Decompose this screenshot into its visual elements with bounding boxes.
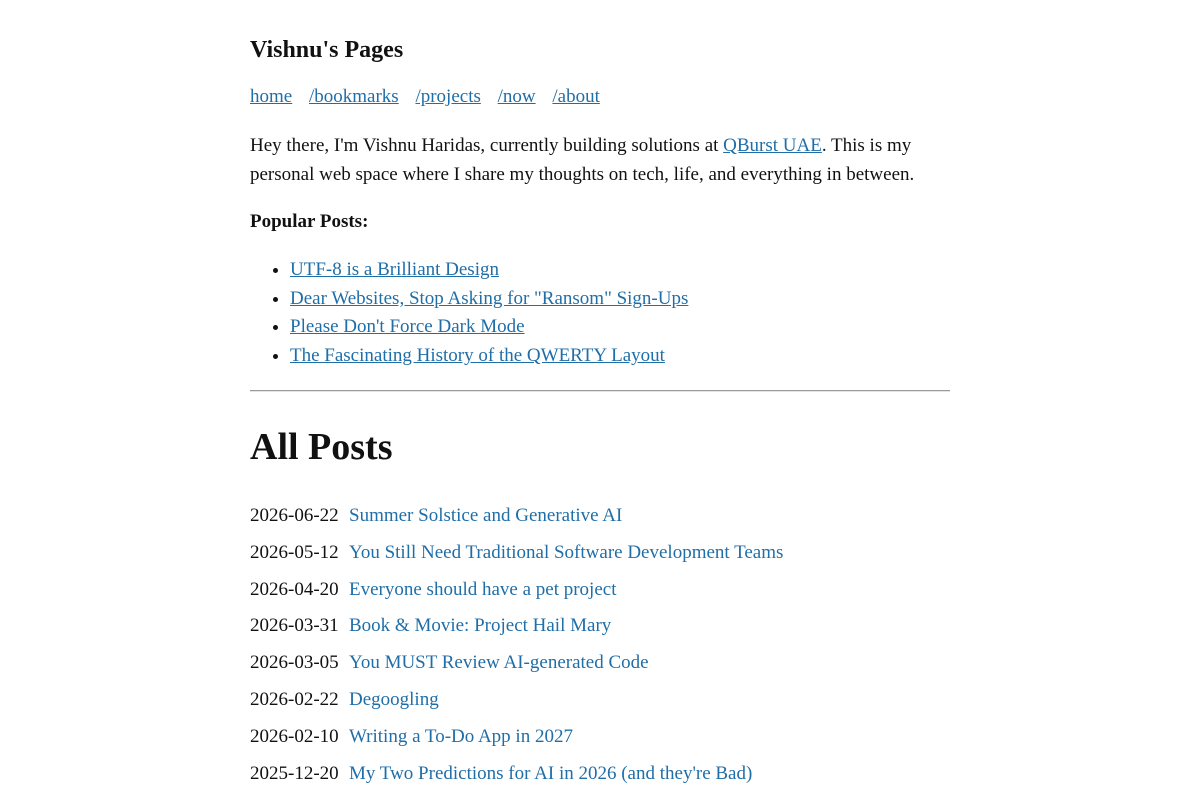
post-link[interactable]: Degoogling xyxy=(349,688,439,710)
popular-post-item xyxy=(290,285,688,314)
post-link[interactable]: You MUST Review AI-generated Code xyxy=(349,652,649,674)
all-posts-list xyxy=(250,502,783,796)
post-link[interactable]: Book & Movie: Project Hail Mary xyxy=(349,615,612,637)
nav-link-projects[interactable]: /projects xyxy=(415,86,481,107)
top-nav xyxy=(250,86,612,108)
post-link[interactable]: Everyone should have a pet project xyxy=(349,578,617,600)
popular-post-link[interactable]: Please Don't Force Dark Mode xyxy=(290,316,525,338)
post-date: 2025-12-20 xyxy=(250,762,339,784)
post-link[interactable]: My Two Predictions for AI in 2026 (and they're Bad) xyxy=(349,762,753,784)
post-row xyxy=(250,576,783,613)
post-date: 2026-03-05 xyxy=(250,652,339,674)
nav-link-bookmarks[interactable]: /bookmarks xyxy=(308,86,399,107)
post-link[interactable]: Summer Solstice and Generative AI xyxy=(349,505,623,526)
post-row xyxy=(250,649,783,686)
nav-link-now[interactable]: /now xyxy=(497,86,536,107)
section-divider xyxy=(250,390,950,392)
post-row xyxy=(250,502,783,539)
post-link[interactable]: You Still Need Traditional Software Development Teams xyxy=(349,541,784,563)
post-link[interactable]: Writing a To-Do App in 2027 xyxy=(349,725,573,747)
intro-text-before: Hey there, I'm Vishnu Haridas, currently building solutions at xyxy=(250,135,724,156)
post-date: 2026-02-22 xyxy=(250,688,339,710)
post-row xyxy=(250,539,783,576)
post-row xyxy=(250,686,783,723)
post-row xyxy=(250,612,783,649)
popular-post-link[interactable]: The Fascinating History of the QWERTY Layout xyxy=(290,345,665,367)
post-date: 2026-05-12 xyxy=(250,541,339,563)
post-row xyxy=(250,723,783,760)
post-date: 2026-02-10 xyxy=(250,725,339,747)
all-posts-heading: All Posts xyxy=(250,426,393,468)
popular-post-link[interactable]: Dear Websites, Stop Asking for "Ransom" Sign-Ups xyxy=(290,287,689,309)
popular-posts-heading: Popular Posts: xyxy=(250,211,369,232)
popular-post-item xyxy=(290,342,688,371)
post-date: 2026-04-20 xyxy=(250,578,339,600)
intro-paragraph xyxy=(250,131,950,189)
post-date: 2026-03-31 xyxy=(250,615,339,637)
intro-text-after: . This is my personal web space where I share my thoughts on tech, life, and everything in between. xyxy=(250,135,915,185)
popular-posts-list xyxy=(250,256,688,371)
employer-link[interactable]: QBurst UAE xyxy=(723,135,822,156)
nav-link-home[interactable]: home xyxy=(250,86,293,107)
post-row xyxy=(250,760,783,797)
popular-post-item xyxy=(290,256,688,285)
popular-post-link[interactable]: UTF-8 is a Brilliant Design xyxy=(290,259,499,280)
post-date: 2026-06-22 xyxy=(250,505,339,526)
site-title: Vishnu's Pages xyxy=(250,37,404,63)
nav-link-about[interactable]: /about xyxy=(552,86,600,107)
popular-post-item xyxy=(290,313,688,342)
